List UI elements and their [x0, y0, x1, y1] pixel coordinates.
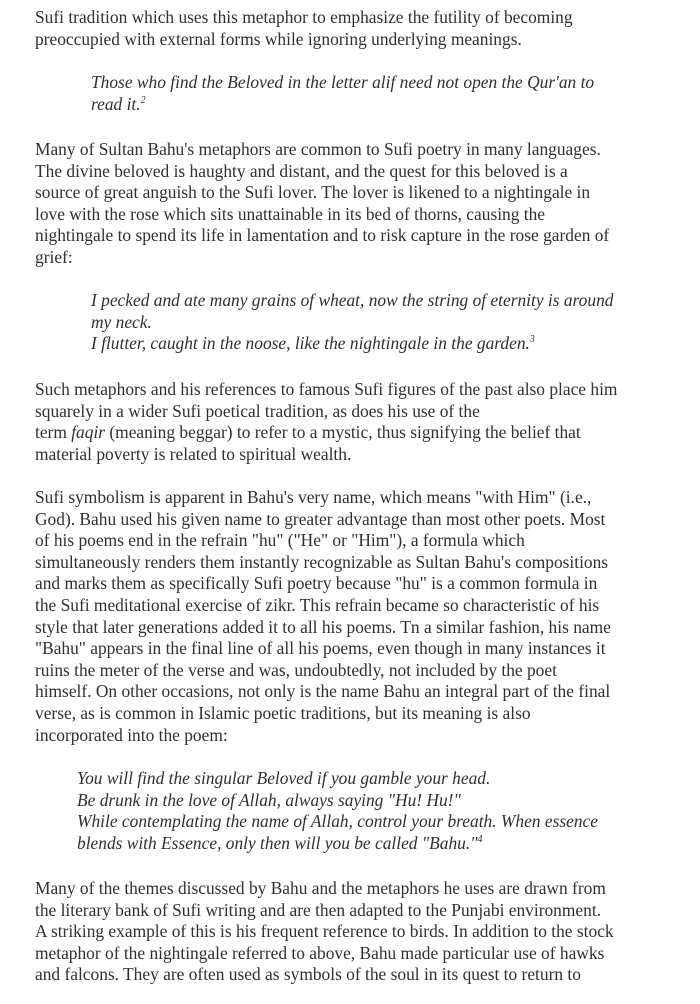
footnote-marker[interactable]: 2: [140, 94, 146, 106]
text-line: simultaneously renders them instantly recognizable as Sultan Bahu's compositions: [35, 551, 609, 572]
paragraph-metaphors: [35, 139, 675, 269]
text-line: source of great anguish to the Sufi lover. The lover is likened to a nightingale in: [35, 182, 591, 203]
paragraph-birds: [35, 878, 675, 986]
text-line: nightingale to spend its life in lamentation and to risk capture in the rose garden of: [35, 225, 610, 246]
text-line: [35, 422, 675, 444]
text-line: love with the rose which sits unattainable in its bed of thorns, causing the: [35, 203, 546, 224]
text-line: squarely in a wider Sufi poetical tradition, as does his use of the: [35, 400, 480, 421]
text-line: A striking example of this is his frequent reference to birds. In addition to the stock: [35, 921, 614, 942]
text-line: the literary bank of Sufi writing and are then adapted to the Punjabi environment.: [35, 899, 602, 920]
quote-line: my neck.: [91, 311, 152, 332]
text-line: grief:: [35, 246, 73, 267]
paragraph-symbolism: [35, 487, 675, 746]
text-span: term: [35, 422, 72, 443]
paragraph-faqir: [35, 379, 675, 465]
text-line: Sufi symbolism is apparent in Bahu's very name, which means "with Him" (i.e.,: [35, 487, 592, 507]
text-line: material poverty is related to spiritual wealth.: [35, 443, 352, 464]
quote-line: [77, 833, 667, 855]
quote-line-text: blends with Essence, only then will you be called "Bahu.": [77, 832, 478, 853]
text-line: and marks them as specifically Sufi poetry because "hu" is a common formula in: [35, 573, 598, 594]
footnote-marker[interactable]: 3: [529, 334, 535, 346]
quote-line: [91, 94, 661, 116]
text-span: (meaning beggar) to refer to a mystic, thus signifying the belief that: [105, 422, 581, 443]
text-line: preoccupied with external forms while ignoring underlying meanings.: [35, 28, 522, 49]
block-quote-nightingale: [91, 290, 661, 355]
quote-line: [91, 333, 661, 355]
footnote-marker[interactable]: 4: [477, 833, 483, 845]
text-line: Many of the themes discussed by Bahu and the metaphors he uses are drawn from: [35, 878, 606, 898]
quote-line: While contemplating the name of Allah, control your breath. When essence: [77, 811, 598, 832]
text-line: Sufi tradition which uses this metaphor to emphasize the futility of becoming: [35, 7, 573, 27]
text-line: "Bahu" appears in the final line of all his poems, even though in many instances it: [35, 638, 606, 659]
quote-line: I pecked and ate many grains of wheat, now the string of eternity is around: [91, 290, 614, 310]
text-line: God). Bahu used his given name to greater advantage than most other poets. Most: [35, 508, 606, 529]
text-line: Such metaphors and his references to famous Sufi figures of the past also place him: [35, 379, 618, 399]
quote-line-text: I flutter, caught in the noose, like the nightingale in the garden.: [91, 333, 530, 354]
quote-line-text: read it.: [91, 93, 141, 114]
quote-line: You will find the singular Beloved if you gamble your head.: [77, 768, 491, 788]
block-quote-alif: [91, 72, 661, 115]
text-line: verse, as is common in Islamic poetic traditions, but its meaning is also: [35, 702, 531, 723]
text-line: himself. On other occasions, not only is the name Bahu an integral part of the final: [35, 681, 611, 702]
block-quote-bahu: [77, 768, 667, 854]
quote-line: Be drunk in the love of Allah, always saying "Hu! Hu!": [77, 789, 461, 810]
text-line: metaphor of the nightingale referred to above, Bahu made particular use of hawks: [35, 942, 605, 963]
quote-line: Those who find the Beloved in the letter alif need not open the Qur'an to: [91, 72, 595, 92]
text-line: incorporated into the poem:: [35, 724, 228, 745]
text-line: Many of Sultan Bahu's metaphors are common to Sufi poetry in many languages.: [35, 139, 601, 159]
intro-paragraph: [35, 7, 675, 50]
text-line: the Sufi meditational exercise of zikr. This refrain became so characteristic of his: [35, 594, 600, 615]
text-line: of his poems end in the refrain "hu" ("He" or "Him"), a formula which: [35, 530, 525, 551]
text-line: The divine beloved is haughty and distant, and the quest for this beloved is a: [35, 160, 568, 181]
text-line: and falcons. They are often used as symbols of the soul in its quest to return to: [35, 964, 581, 985]
faqir-term: faqir: [71, 422, 106, 443]
text-line: ruins the meter of the verse and was, undoubtedly, not included by the poet: [35, 659, 557, 680]
text-line: style that later generations added it to all his poems. Tn a similar fashion, his name: [35, 616, 611, 637]
